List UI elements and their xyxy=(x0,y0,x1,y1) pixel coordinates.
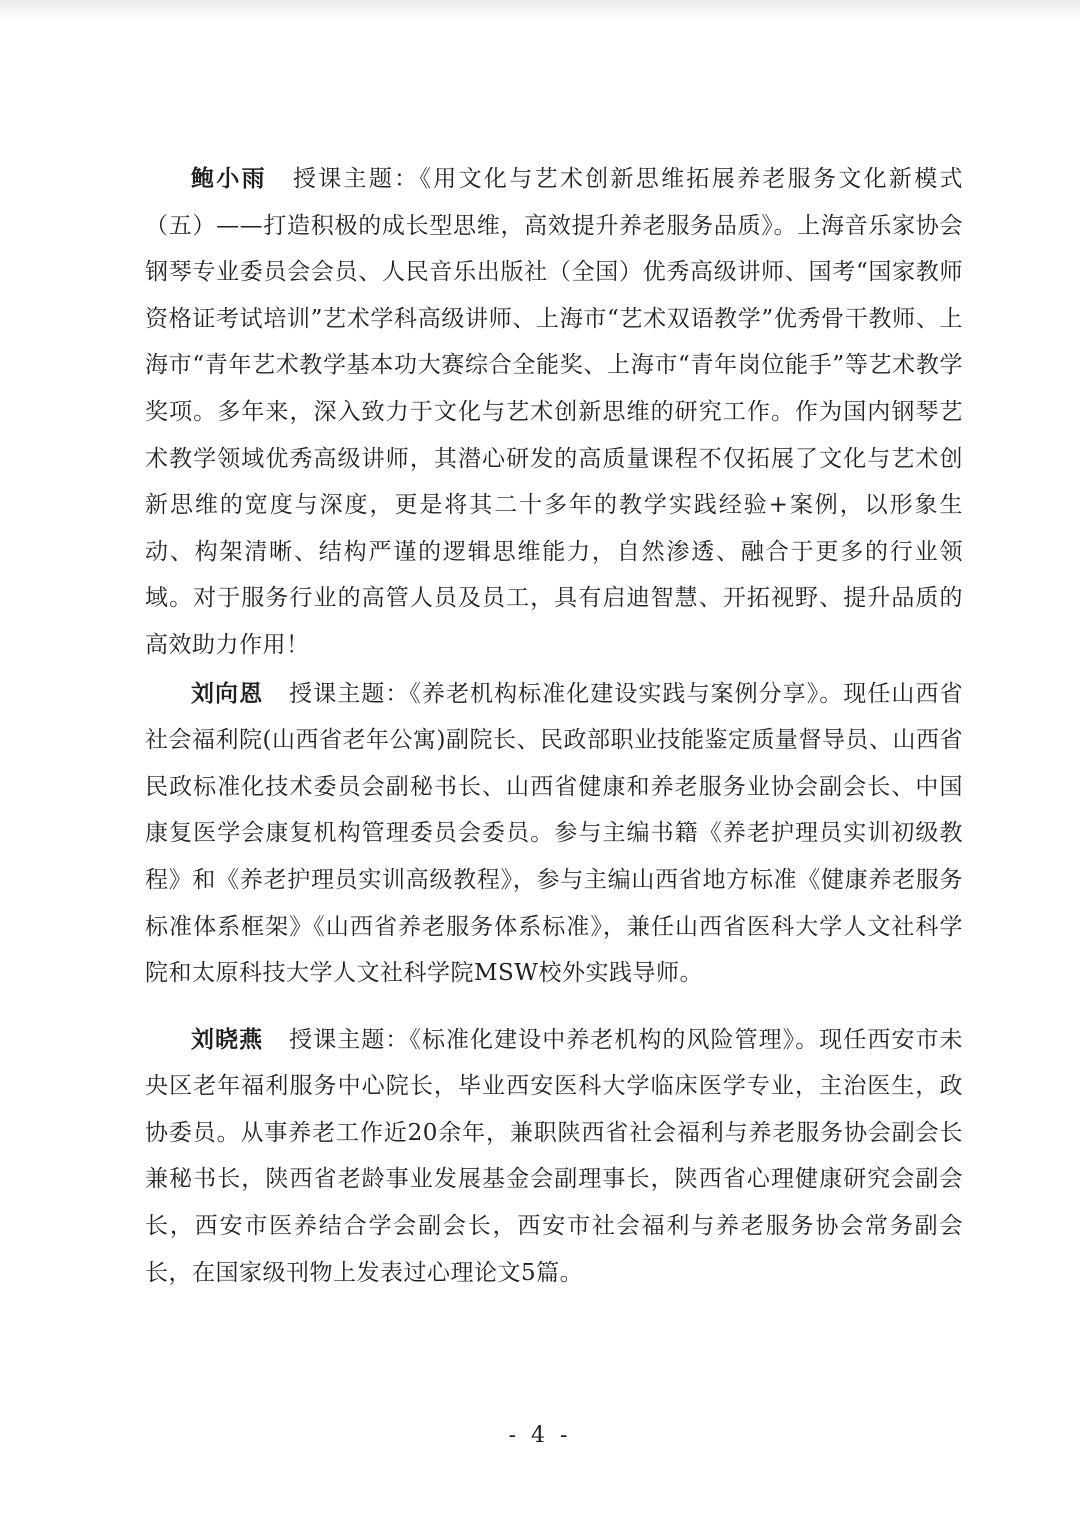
profile-paragraph-liu-xiaoyan xyxy=(145,1017,963,1297)
lecturer-description: 授课主题：《用文化与艺术创新思维拓展养老服务文化新模式（五）——打造积极的成长型思维，高效提升养老服务品质》。上海音乐家协会钢琴专业委员会会员、人民音乐出版社（全国）优秀高级讲师、国考“国家教师资格证考试培训”艺术学科高级讲师、上海市“艺术双语教学”优秀骨干教师、上海市“青年艺术教学基本功大赛综合全能奖、上海市“青年岗位能手”等艺术教学奖项。多年来，深入致力于文化与艺术创新思维的研究工作。作为国内钢琴艺术教学领域优秀高级讲师，其潜心研发的高质量课程不仅拓展了文化与艺术创新思维的宽度与深度，更是将其二十多年的教学实践经验+案例，以形象生动、构架清晰、结构严谨的逻辑思维能力，自然渗透、融合于更多的行业领域。对于服务行业的高管人员及员工，具有启迪智慧、开拓视野、提升品质的高效助力作用！ xyxy=(145,166,964,658)
lecturer-name: 刘向恩 xyxy=(191,680,264,707)
profile-paragraph-liu-xiangen xyxy=(145,671,963,997)
scan-top-edge xyxy=(0,0,1080,20)
lecturer-description: 授课主题：《标准化建设中养老机构的风险管理》。现任西安市未央区老年福利服务中心院长，毕业西安医科大学临床医学专业，主治医生，政协委员。从事养老工作近20余年，兼职陕西省社会福利与养老服务协会副会长兼秘书长，陕西省老龄事业发展基金会副理事长，陕西省心理健康研究会副会长，西安市医养结合学会副会长，西安市社会福利与养老服务协会常务副会长，在国家级刊物上发表过心理论文5篇。 xyxy=(145,1026,964,1286)
profile-paragraph-bao-xiaoyu xyxy=(145,156,963,669)
paragraph-spacer xyxy=(145,997,963,1017)
lecturer-name: 鲍小雨 xyxy=(191,166,267,192)
page-number: - 4 - xyxy=(508,1423,572,1448)
lecturer-name: 刘晓燕 xyxy=(191,1026,264,1053)
document-body xyxy=(145,156,963,1296)
lecturer-description: 授课主题：《养老机构标准化建设实践与案例分享》。现任山西省社会福利院(山西省老年公寓)副院长、民政部职业技能鉴定质量督导员、山西省民政标准化技术委员会副秘书长、山西省健康和养老服务业协会副会长、中国康复医学会康复机构管理委员会委员。参与主编书籍《养老护理员实训初级教程》和《养老护理员实训高级教程》，参与主编山西省地方标准《健康养老服务标准体系框架》《山西省养老服务体系标准》，兼任山西省医科大学人文社科学院和太原科技大学人文社科学院MSW校外实践导师。 xyxy=(145,680,964,987)
